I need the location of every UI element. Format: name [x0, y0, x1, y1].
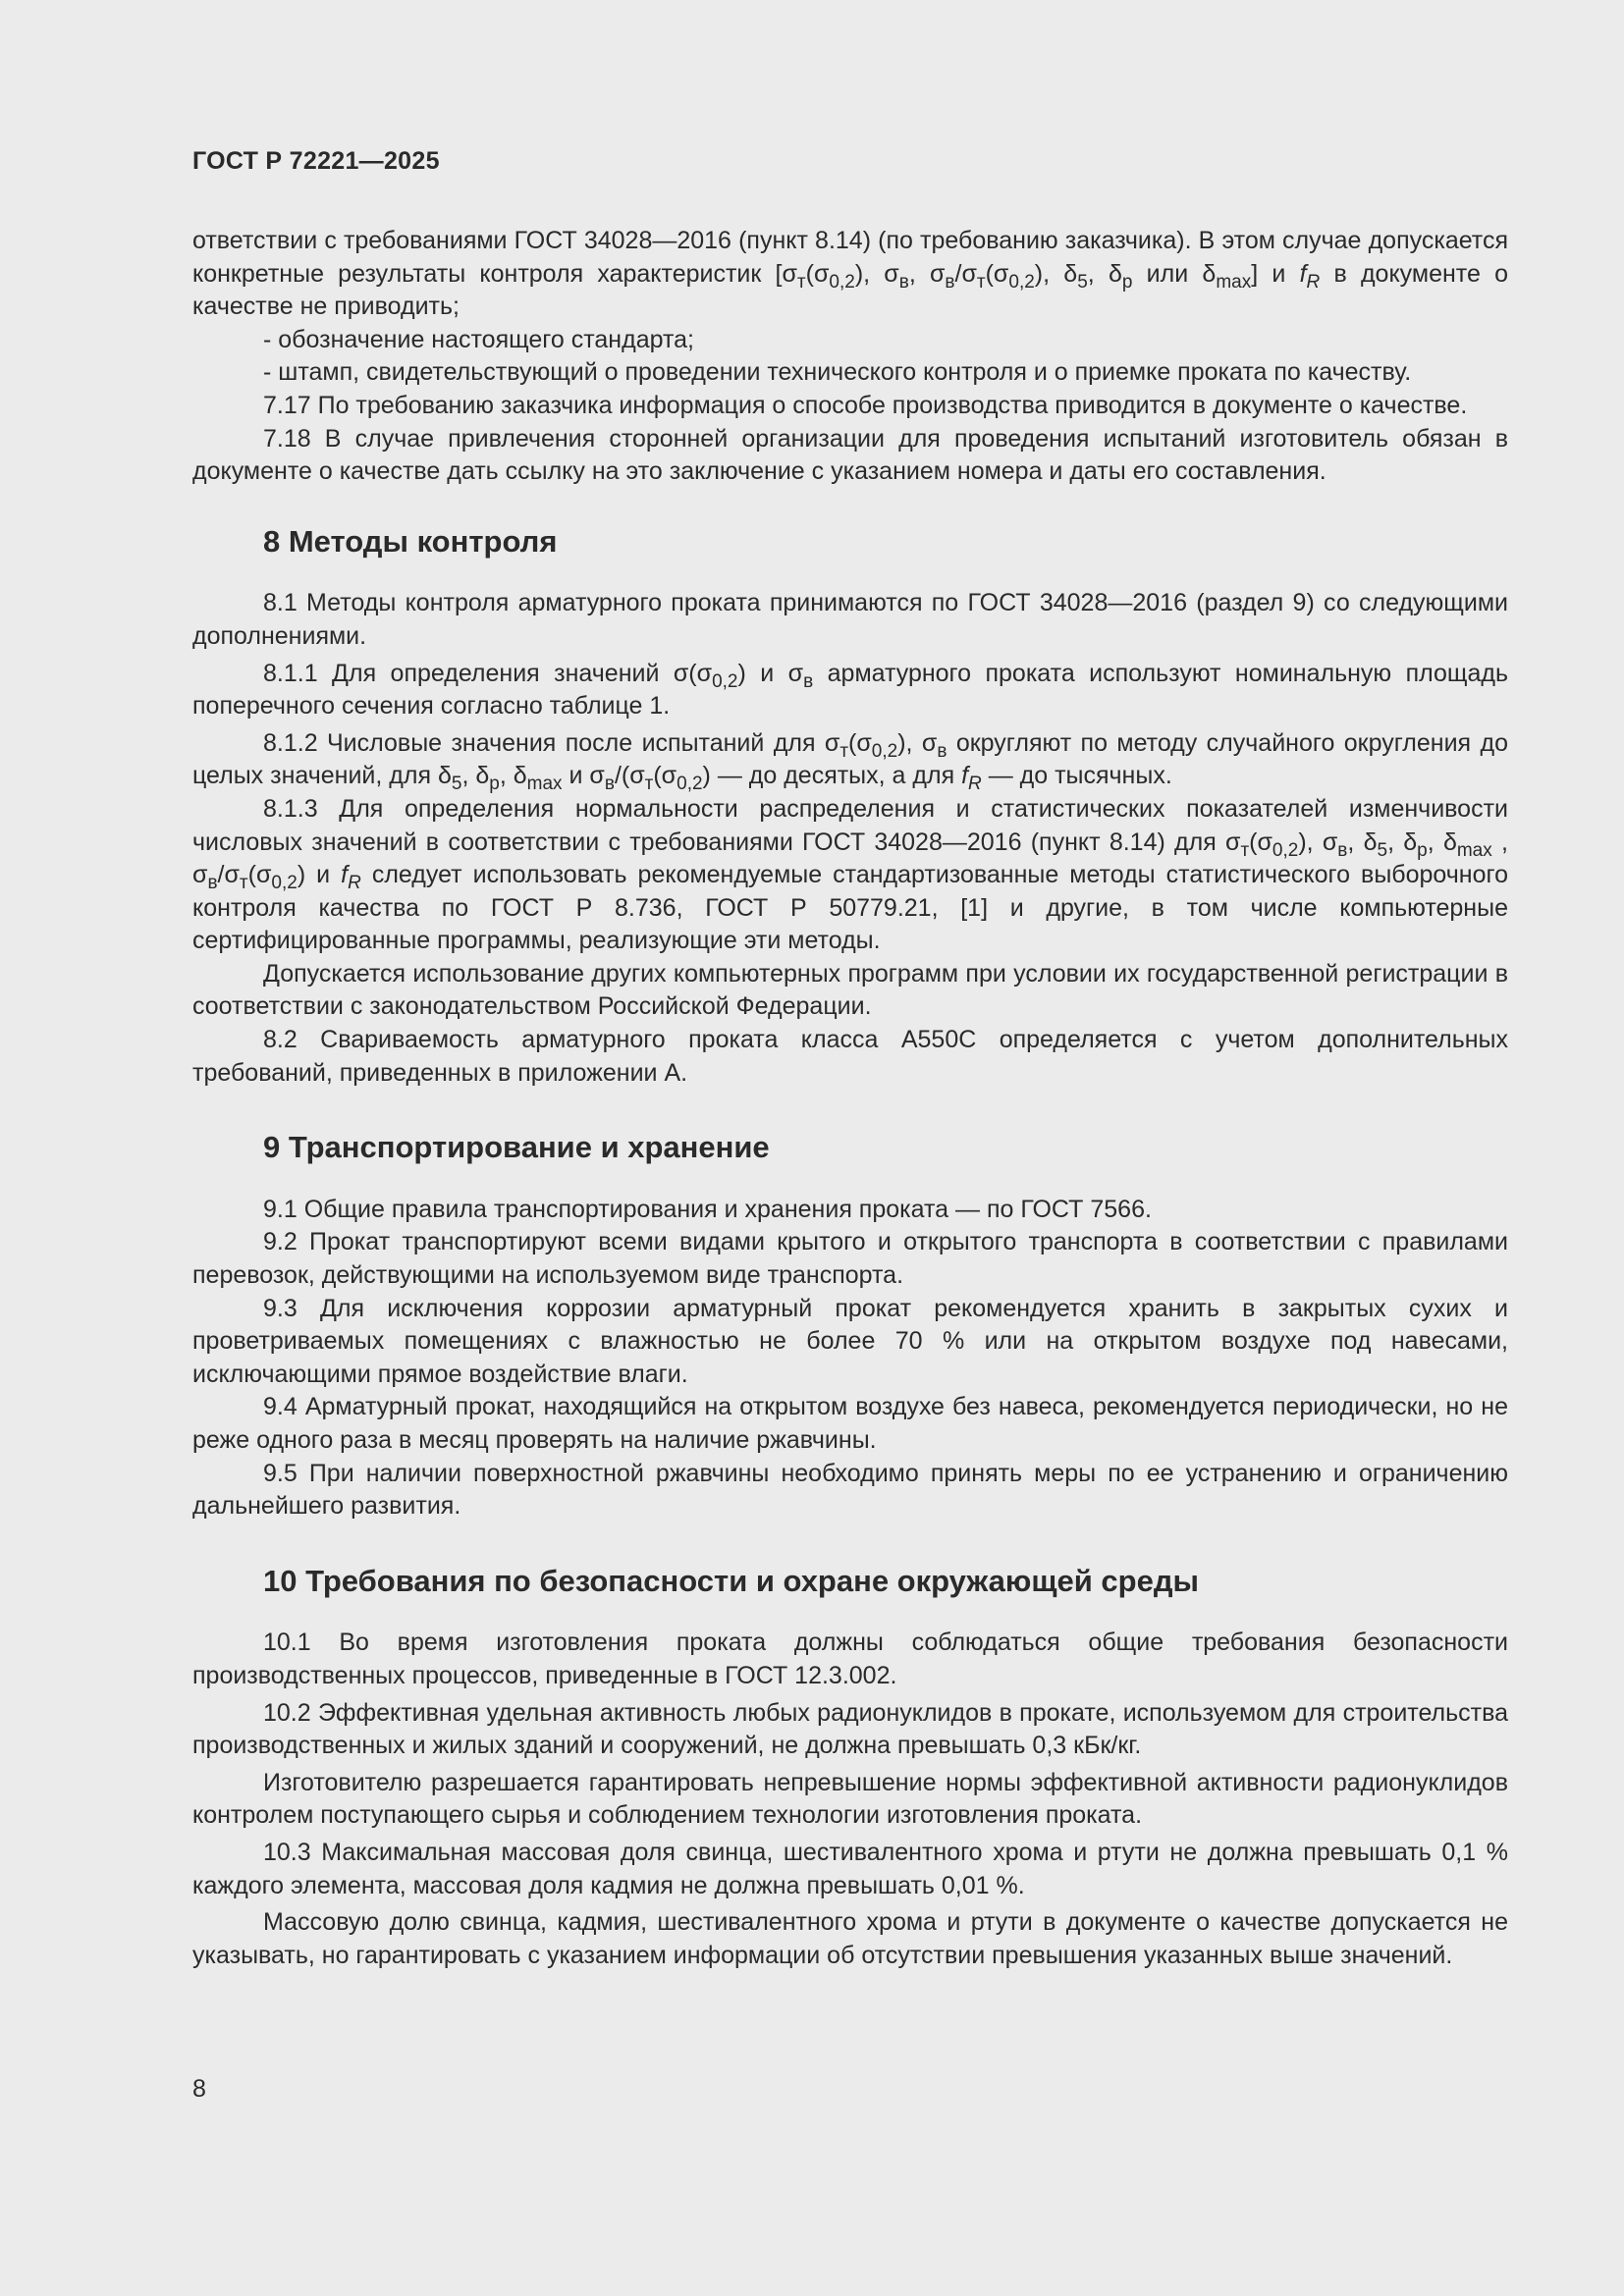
paragraph-7-18: 7.18 В случае привлечения сторонней организации для проведения испытаний изготовитель обязан в документе о качестве дать ссылку на это заключение с указанием номера и даты его составления.: [192, 424, 1508, 486]
paragraph-10-1: 10.1 Во время изготовления проката должны соблюдаться общие требования безопасности производственных процессов, приведенные в ГОСТ 12.3.002.: [192, 1629, 1508, 1689]
paragraph-10-3-note: Массовую долю свинца, кадмия, шестивалентного хрома и ртути в документе о качестве допускается не указывать, но гарантировать с указанием информации об отсутствии превышения указанных выше значений.: [192, 1908, 1508, 1969]
page-number: 8: [192, 2075, 206, 2103]
paragraph-10-2: 10.2 Эффективная удельная активность любых радионуклидов в прокате, используемом для строительства производственных и жилых зданий и сооружений, не должна превышать 0,3 кБк/кг.: [192, 1698, 1508, 1760]
paragraph-8-1-1: 8.1.1 Для определения значений $\sigma(\sigma_{0,2})$ и $\sigma_в$ арматурного проката используют номинальную площадь поперечного сечения согласно таблице 1.: [192, 659, 1509, 721]
paragraph-7-17: 7.17 По требованию заказчика информация о способе производства приводится в документе о качестве.: [263, 391, 1468, 419]
paragraph-9-2: 9.2 Прокат транспортируют всеми видами крытого и открытого транспорта в соответствии с правилами перевозок, действующими на используемом виде транспорта.: [192, 1228, 1508, 1290]
paragraph-10-2-note: Изготовителю разрешается гарантировать непревышение нормы эффективной активности радионуклидов контролем поступающего сырья и соблюдением технологии изготовления проката.: [192, 1768, 1508, 1830]
paragraph-9-5: 9.5 При наличии поверхностной ржавчины необходимо принять меры по ее устранению и ограничению дальнейшего развития.: [192, 1459, 1508, 1521]
section-9-heading: 9 Транспортирование и хранение: [263, 1130, 770, 1165]
list-item-stamp: - штамп, свидетельствующий о проведении технического контроля и о приемке проката по качеству.: [263, 358, 1412, 387]
section-8-heading: 8 Методы контроля: [263, 523, 558, 559]
paragraph-7-16-continuation: ответствии с требованиями ГОСТ 34028—2016 (пункт 8.14) (по требованию заказчика). В этом случае допускается конкретные результаты контроля характеристик [$\sigma_т(\sigma_{0,2})$, $\sigma_в$, $\sigma_в/\sigma_т(\sigma_{0,2})$, $\delta_5$, $\delta_р$ или $\delta_{max}$] и $f_R$ в документе о качестве не приводить;: [192, 227, 1508, 321]
section-10-heading: 10 Требования по безопасности и охране окружающей среды: [263, 1563, 1199, 1598]
paragraph-9-1: 9.1 Общие правила транспортирования и хранения проката — по ГОСТ 7566.: [263, 1195, 1152, 1223]
document-header: ГОСТ Р 72221—2025: [192, 147, 440, 175]
paragraph-10-3: 10.3 Максимальная массовая доля свинца, шестивалентного хрома и ртути не должна превышать 0,1 % каждого элемента, массовая доля кадмия не должна превышать 0,01 %.: [192, 1838, 1508, 1899]
paragraph-9-4: 9.4 Арматурный прокат, находящийся на открытом воздухе без навеса, рекомендуется периодически, но не реже одного раза в месяц проверять на наличие ржавчины.: [192, 1393, 1508, 1454]
paragraph-8-1-3-note: Допускается использование других компьютерных программ при условии их государственной регистрации в соответствии с законодательством Российской Федерации.: [192, 959, 1508, 1021]
paragraph-8-1-2: 8.1.2 Числовые значения после испытаний для $\sigma_т(\sigma_{0,2})$, $\sigma_в$ округляют по методу случайного округления до целых значений, для $\delta_5$, $\delta_р$, $\delta_{max}$ и $\sigma_в/(\sigma_т(\sigma_{0,2})$ — до десятых, а для $f_R$ — до тысячных.: [192, 728, 1508, 795]
document-body: [192, 225, 1508, 1972]
paragraph-8-1: 8.1 Методы контроля арматурного проката принимаются по ГОСТ 34028—2016 (раздел 9) со следующими дополнениями.: [192, 589, 1508, 650]
paragraph-8-2: 8.2 Свариваемость арматурного проката класса А550С определяется с учетом дополнительных требований, приведенных в приложении А.: [192, 1026, 1508, 1087]
paragraph-9-3: 9.3 Для исключения коррозии арматурный прокат рекомендуется хранить в закрытых сухих и проветриваемых помещениях с влажностью не более 70 % или на открытом воздухе под навесами, исключающими прямое воздействие влаги.: [192, 1294, 1508, 1388]
list-item-designation: - обозначение настоящего стандарта;: [263, 325, 694, 353]
paragraph-8-1-3: 8.1.3 Для определения нормальности распределения и статистических показателей изменчивости числовых значений в соответствии с требованиями ГОСТ 34028—2016 (пункт 8.14) для $\sigma_т(\sigma_{0,2})$, $\sigma_в$, $\delta_5$, $\delta_р$, $\delta_{max}$ , $\sigma_в/\sigma_т(\sigma_{0,2})$ и $f_R$ следует использовать рекомендуемые стандартизованные методы статистического выборочного контроля качества по ГОСТ Р 8.736, ГОСТ Р 50779.21, [1] и другие, в том числе компьютерные сертифицированные программы, реализующие эти методы.: [192, 794, 1508, 955]
